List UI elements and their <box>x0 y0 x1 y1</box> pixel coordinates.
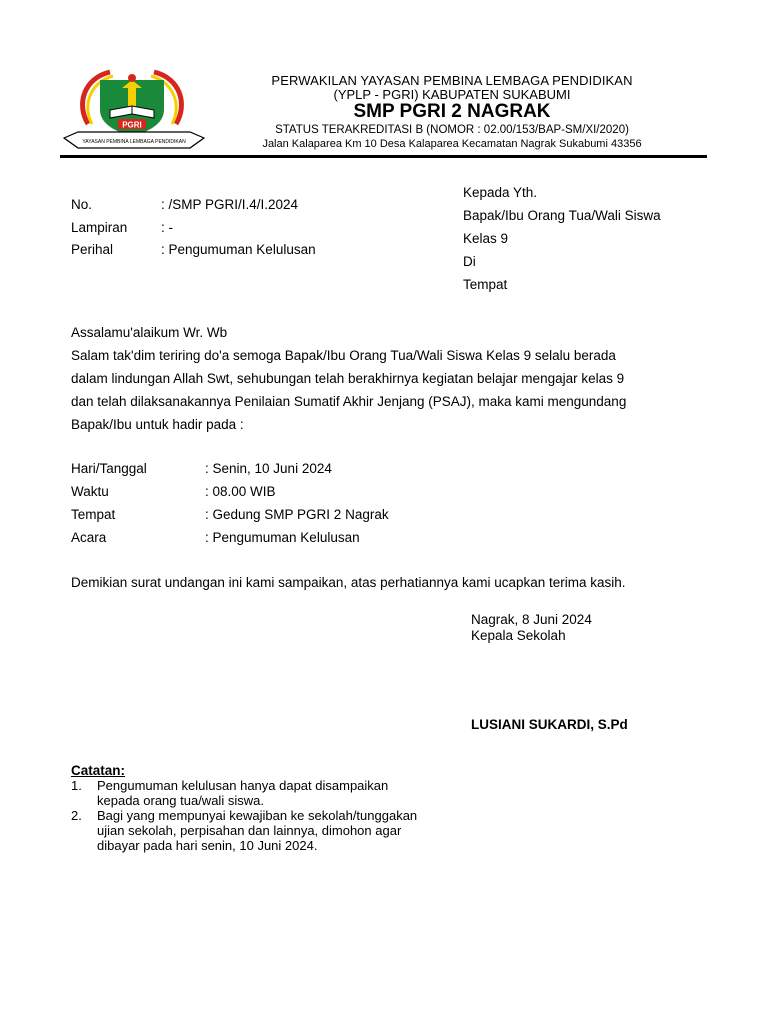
signatory-name: LUSIANI SUKARDI, S.Pd <box>471 717 628 732</box>
recipient-line: Kelas 9 <box>463 231 509 246</box>
letter-number-value: : /SMP PGRI/I.4/I.2024 <box>161 197 299 212</box>
event-place-value: : Gedung SMP PGRI 2 Nagrak <box>205 507 389 522</box>
header-divider <box>60 155 707 158</box>
greeting: Assalamu'alaikum Wr. Wb <box>71 325 228 340</box>
attachment-label: Lampiran <box>71 220 128 235</box>
pgri-emblem-icon <box>58 62 210 157</box>
school-address: Jalan Kalaparea Km 10 Desa Kalaparea Kecamatan Nagrak Sukabumi 43356 <box>262 138 642 150</box>
foundation-name: PERWAKILAN YAYASAN PEMBINA LEMBAGA PENDIDIKAN <box>271 73 633 88</box>
recipient-line: Bapak/Ibu Orang Tua/Wali Siswa <box>463 208 661 223</box>
recipient-line: Di <box>463 254 476 269</box>
recipient-line: Kepada Yth. <box>463 185 538 200</box>
signature-place-date: Nagrak, 8 Juni 2024 <box>471 612 592 627</box>
event-agenda-label: Acara <box>71 530 107 545</box>
event-place-label: Tempat <box>71 507 116 522</box>
body-line: Salam tak'dim teriring do'a semoga Bapak/Ibu Orang Tua/Wali Siswa Kelas 9 selalu berada <box>71 348 616 363</box>
note-number: 2. <box>71 808 82 823</box>
svg-text:PGRI: PGRI <box>122 120 142 130</box>
note-number: 1. <box>71 778 82 793</box>
accreditation-status: STATUS TERAKREDITASI B (NOMOR : 02.00/153/BAP-SM/XI/2020) <box>275 124 629 136</box>
body-line: Bapak/Ibu untuk hadir pada : <box>71 417 244 432</box>
notes-heading: Catatan: <box>71 763 126 778</box>
recipient-line: Tempat <box>463 277 508 292</box>
subject-value: : Pengumuman Kelulusan <box>161 242 316 257</box>
body-line: dalam lindungan Allah Swt, sehubungan telah berakhirnya kegiatan belajar mengajar kelas 9 <box>71 371 625 386</box>
event-date-value: : Senin, 10 Juni 2024 <box>205 461 332 476</box>
letter-number-label: No. <box>71 197 93 212</box>
event-date-label: Hari/Tanggal <box>71 461 147 476</box>
school-name: SMP PGRI 2 NAGRAK <box>353 101 551 122</box>
signature-title: Kepala Sekolah <box>471 628 566 643</box>
subject-label: Perihal <box>71 242 114 257</box>
note-text: Bagi yang mempunyai kewajiban ke sekolah/tunggakan <box>97 808 418 823</box>
attachment-value: : - <box>161 220 173 235</box>
event-time-label: Waktu <box>71 484 109 499</box>
closing-sentence: Demikian surat undangan ini kami sampaikan, atas perhatiannya kami ucapkan terima kasih. <box>71 575 626 590</box>
note-text: Pengumuman kelulusan hanya dapat disampaikan <box>97 778 389 793</box>
svg-text:YAYASAN PEMBINA LEMBAGA PENDID: YAYASAN PEMBINA LEMBAGA PENDIDIKAN <box>82 139 186 145</box>
school-logo <box>58 62 210 157</box>
event-agenda-value: : Pengumuman Kelulusan <box>205 530 360 545</box>
note-text: ujian sekolah, perpisahan dan lainnya, dimohon agar <box>97 823 402 838</box>
body-line: dan telah dilaksanakannya Penilaian Sumatif Akhir Jenjang (PSAJ), maka kami mengundang <box>71 394 627 409</box>
note-text: dibayar pada hari senin, 10 Juni 2024. <box>97 838 318 853</box>
note-text: kepada orang tua/wali siswa. <box>97 793 264 808</box>
foundation-subname: (YPLP - PGRI) KABUPATEN SUKABUMI <box>333 87 571 102</box>
event-time-value: : 08.00 WIB <box>205 484 276 499</box>
